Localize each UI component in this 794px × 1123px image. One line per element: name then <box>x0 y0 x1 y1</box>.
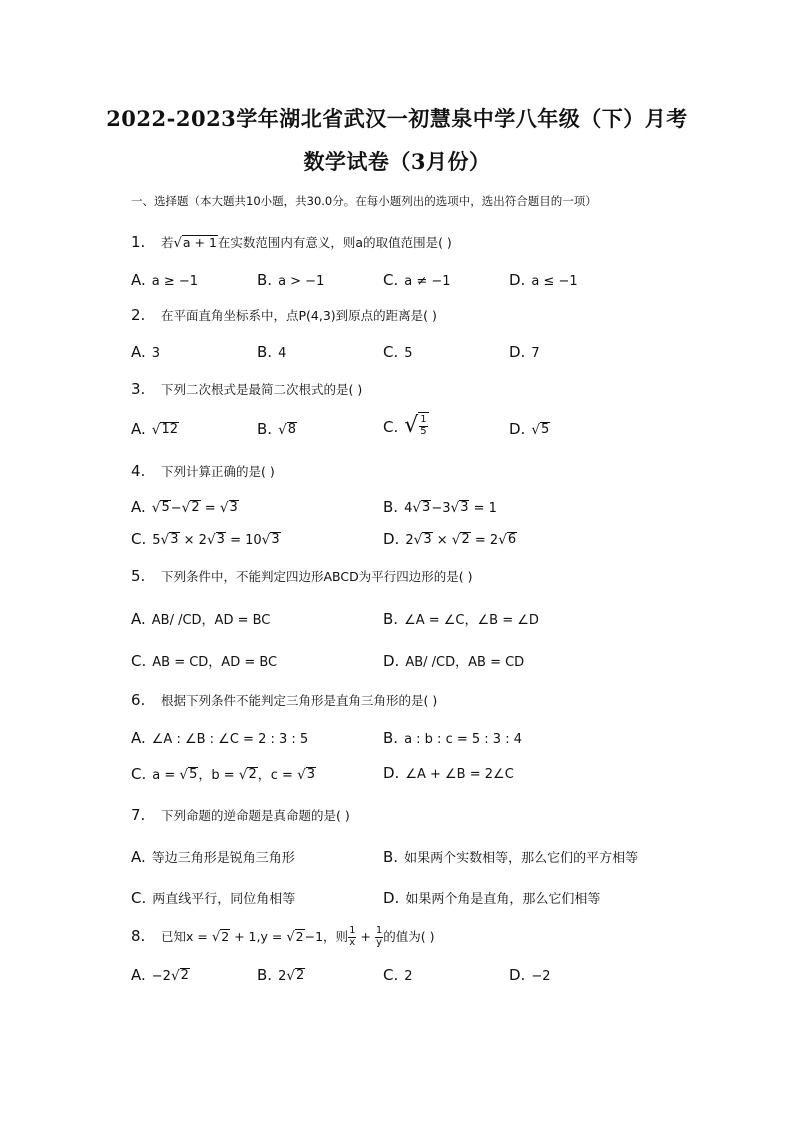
question-number: 4. <box>131 462 146 480</box>
q6-option-b[interactable]: B. a : b : c = 5 : 3 : 4 <box>383 729 522 747</box>
q3-option-c[interactable]: C. √ $\frac{1}{5}$ <box>383 413 427 438</box>
sqrt-expression: √ a + 1 <box>173 235 217 251</box>
question-7-stem <box>131 806 350 824</box>
q8-option-d[interactable]: D. −2 <box>509 966 551 984</box>
question-8-stem: 8. 已知x = √ 2 + 1,y = √ 2 −1，则 $\frac{1}{x}$ + $\frac{1}{y}$ 的值为( ) <box>131 925 435 948</box>
question-number: 3. <box>131 380 146 398</box>
question-6-stem <box>131 691 437 709</box>
q2-option-b[interactable]: B. 4 <box>257 343 287 361</box>
q8-option-a[interactable]: A. −2 √ 2 <box>131 966 189 984</box>
question-5-stem <box>131 567 473 585</box>
q2-option-d[interactable]: D. 7 <box>509 343 540 361</box>
q8-option-c[interactable]: C. 2 <box>383 966 413 984</box>
exam-title-line2: 数学试卷（3月份） <box>303 149 491 174</box>
q5-option-b[interactable]: B. ∠A = ∠C，∠B = ∠D <box>383 610 539 628</box>
q5-option-a[interactable]: A. AB/ /CD，AD = BC <box>131 610 271 628</box>
question-number: 5. <box>131 567 146 585</box>
q3-option-b[interactable]: B. √ 8 <box>257 420 297 438</box>
q6-option-c[interactable]: C. a = √ 5 ，b = √ 2 ，c = √ 3 <box>131 765 316 783</box>
stem-text: 下列二次根式是最简二次根式的是( ) <box>161 382 363 397</box>
exam-title-line1: 2022-2023学年湖北省武汉一初慧泉中学八年级（下）月考 <box>106 106 688 131</box>
q3-option-d[interactable]: D. √ 5 <box>509 420 550 438</box>
q7-option-b[interactable]: B. 如果两个实数相等，那么它们的平方相等 <box>383 848 639 866</box>
stem-text: 下列命题的逆命题是真命题的是( ) <box>161 808 350 823</box>
question-3-stem <box>131 380 362 398</box>
q7-option-a[interactable]: A. 等边三角形是锐角三角形 <box>131 848 295 866</box>
q3-option-a[interactable]: A. √ 12 <box>131 420 179 438</box>
stem-text: 若 <box>161 235 174 250</box>
section-heading: 一、选择题（本大题共10小题，共30.0分。在每小题列出的选项中，选出符合题目的一项） <box>131 194 597 208</box>
question-2-stem <box>131 306 437 324</box>
q1-option-b[interactable]: B. a > −1 <box>257 271 325 289</box>
q8-option-b[interactable]: B. 2 √ 2 <box>257 966 305 984</box>
q1-option-a[interactable]: A. a ≥ −1 <box>131 271 199 289</box>
q1-option-d[interactable]: D. a ≤ −1 <box>509 271 578 289</box>
question-number: 1. <box>131 233 146 251</box>
question-number: 8. <box>131 926 146 945</box>
q7-option-c[interactable]: C. 两直线平行，同位角相等 <box>131 889 296 907</box>
q4-option-c[interactable]: C. 5 √ 3 × 2 √ 3 = 10 √ 3 <box>131 530 280 548</box>
q4-option-a[interactable]: A. √ 5 − √ 2 = √ 3 <box>131 498 238 516</box>
q4-option-b[interactable]: B. 4 √ 3 −3 √ 3 = 1 <box>383 498 497 516</box>
question-number: 2. <box>131 306 146 324</box>
stem-text: 下列计算正确的是( ) <box>161 464 275 479</box>
q7-option-d[interactable]: D. 如果两个角是直角，那么它们相等 <box>383 889 601 907</box>
stem-text: 下列条件中，不能判定四边形ABCD为平行四边形的是( ) <box>161 569 473 584</box>
stem-text: 在实数范围内有意义，则a的取值范围是( ) <box>217 235 452 250</box>
question-number: 6. <box>131 691 146 709</box>
stem-text: 在平面直角坐标系中，点P(4,3)到原点的距离是( ) <box>161 308 437 323</box>
q2-option-a[interactable]: A. 3 <box>131 343 161 361</box>
q2-option-c[interactable]: C. 5 <box>383 343 413 361</box>
stem-text: 根据下列条件不能判定三角形是直角三角形的是( ) <box>161 693 438 708</box>
q1-option-c[interactable]: C. a ≠ −1 <box>383 271 451 289</box>
q5-option-c[interactable]: C. AB = CD，AD = BC <box>131 652 278 670</box>
q5-option-d[interactable]: D. AB/ /CD，AB = CD <box>383 652 525 670</box>
question-4-stem <box>131 462 275 480</box>
q6-option-d[interactable]: D. ∠A + ∠B = 2∠C <box>383 764 514 782</box>
question-1-stem <box>131 233 452 251</box>
q6-option-a[interactable]: A. ∠A : ∠B : ∠C = 2 : 3 : 5 <box>131 729 309 747</box>
question-number: 7. <box>131 806 146 824</box>
q4-option-d[interactable]: D. 2 √ 3 × √ 2 = 2 √ 6 <box>383 530 517 548</box>
